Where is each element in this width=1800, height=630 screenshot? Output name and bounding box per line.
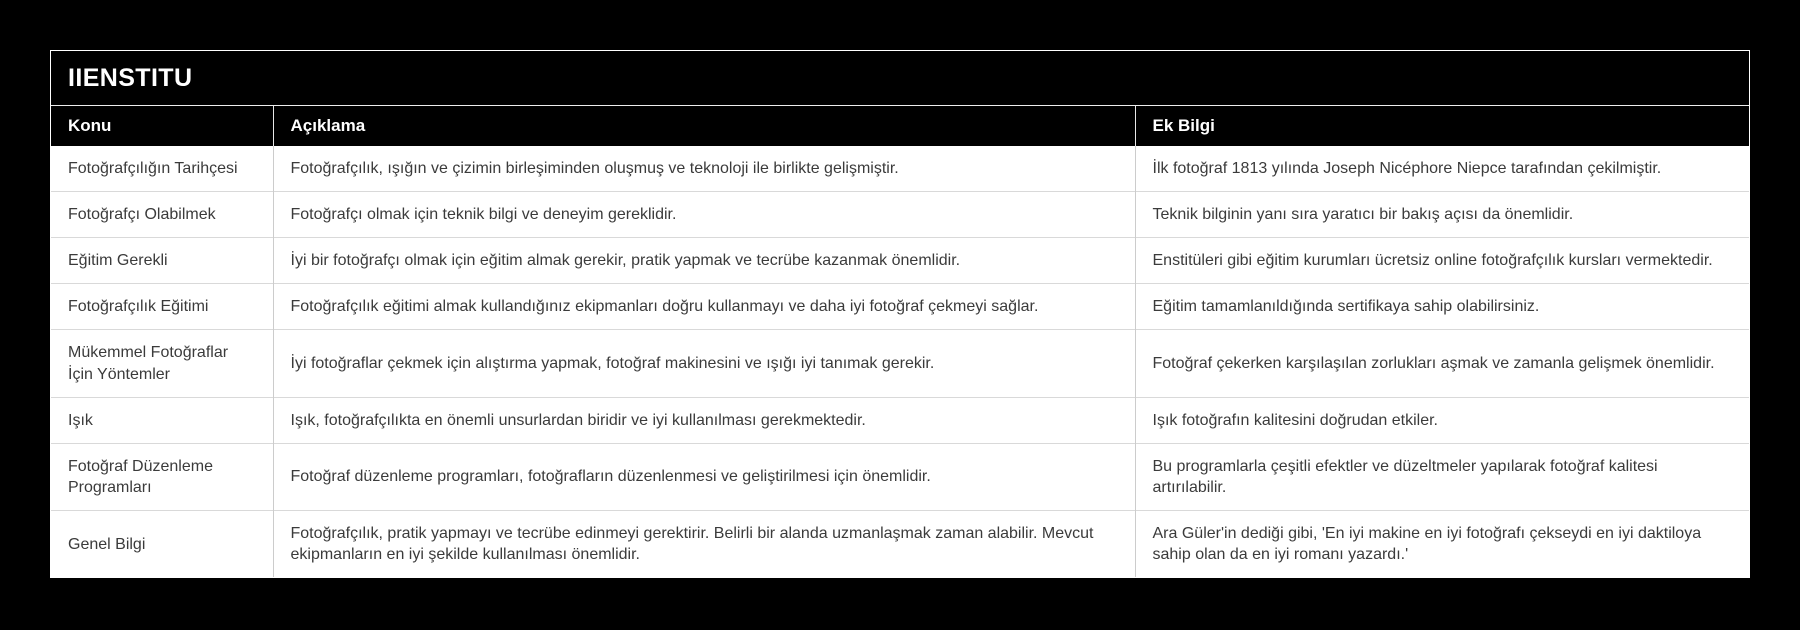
cell-ek-bilgi: Enstitüleri gibi eğitim kurumları ücretsiz online fotoğrafçılık kursları vermektedir. <box>1135 238 1749 284</box>
table-row <box>51 146 1749 192</box>
table-row <box>51 510 1749 577</box>
cell-konu: Fotoğrafçılık Eğitimi <box>51 284 273 330</box>
cell-konu: Eğitim Gerekli <box>51 238 273 284</box>
cell-ek-bilgi: Ara Güler'in dediği gibi, 'En iyi makine en iyi fotoğrafı çekseydi en iyi daktiloya sahip olan da en iyi romanı yazardı.' <box>1135 510 1749 577</box>
cell-aciklama: İyi bir fotoğrafçı olmak için eğitim almak gerekir, pratik yapmak ve tecrübe kazanmak önemlidir. <box>273 238 1135 284</box>
column-header-ek-bilgi: Ek Bilgi <box>1135 106 1749 147</box>
cell-aciklama: Fotoğraf düzenleme programları, fotoğrafların düzenlenmesi ve geliştirilmesi için önemlidir. <box>273 443 1135 510</box>
column-header-konu: Konu <box>51 106 273 147</box>
cell-ek-bilgi: Bu programlarla çeşitli efektler ve düzeltmeler yapılarak fotoğraf kalitesi artırılabilir. <box>1135 443 1749 510</box>
cell-aciklama: Işık, fotoğrafçılıkta en önemli unsurlardan biridir ve iyi kullanılması gerekmektedir. <box>273 397 1135 443</box>
table-row <box>51 330 1749 397</box>
page-title: IIENSTITU <box>68 64 193 92</box>
table-row <box>51 397 1749 443</box>
cell-aciklama: Fotoğrafçılık eğitimi almak kullandığınız ekipmanları doğru kullanmayı ve daha iyi fotoğraf çekmeyi sağlar. <box>273 284 1135 330</box>
cell-konu: Genel Bilgi <box>51 510 273 577</box>
cell-ek-bilgi: İlk fotoğraf 1813 yılında Joseph Nicéphore Niepce tarafından çekilmiştir. <box>1135 146 1749 192</box>
cell-aciklama: Fotoğrafçılık, pratik yapmayı ve tecrübe edinmeyi gerektirir. Belirli bir alanda uzmanlaşmak zaman alabilir. Mevcut ekipmanların en iyi şekilde kullanılması önemlidir. <box>273 510 1135 577</box>
cell-konu: Fotoğrafçılığın Tarihçesi <box>68 160 238 177</box>
cell-aciklama: Fotoğrafçılık, ışığın ve çizimin birleşiminden oluşmuş ve teknoloji ile birlikte gelişmiştir. <box>273 146 1135 192</box>
table-row <box>51 192 1749 238</box>
cell-aciklama: İyi fotoğraflar çekmek için alıştırma yapmak, fotoğraf makinesini ve ışığı iyi tanımak gerekir. <box>273 330 1135 397</box>
cell-konu: Işık <box>51 397 273 443</box>
content-card <box>50 50 1750 578</box>
column-header-aciklama: Açıklama <box>273 106 1135 147</box>
cell-ek-bilgi: Işık fotoğrafın kalitesini doğrudan etkiler. <box>1135 397 1749 443</box>
cell-konu: Fotoğrafçı Olabilmek <box>51 192 273 238</box>
table-row <box>51 284 1749 330</box>
info-table <box>51 105 1749 577</box>
table-header-row <box>51 106 1749 147</box>
cell-konu: Mükemmel Fotoğraflar İçin Yöntemler <box>51 330 273 397</box>
table-row <box>51 238 1749 284</box>
cell-ek-bilgi: Teknik bilginin yanı sıra yaratıcı bir bakış açısı da önemlidir. <box>1135 192 1749 238</box>
table-row <box>51 443 1749 510</box>
cell-aciklama: Fotoğrafçı olmak için teknik bilgi ve deneyim gereklidir. <box>273 192 1135 238</box>
cell-ek-bilgi: Eğitim tamamlanıldığında sertifikaya sahip olabilirsiniz. <box>1135 284 1749 330</box>
cell-konu: Fotoğraf Düzenleme Programları <box>51 443 273 510</box>
cell-ek-bilgi: Fotoğraf çekerken karşılaşılan zorlukları aşmak ve zamanla gelişmek önemlidir. <box>1135 330 1749 397</box>
